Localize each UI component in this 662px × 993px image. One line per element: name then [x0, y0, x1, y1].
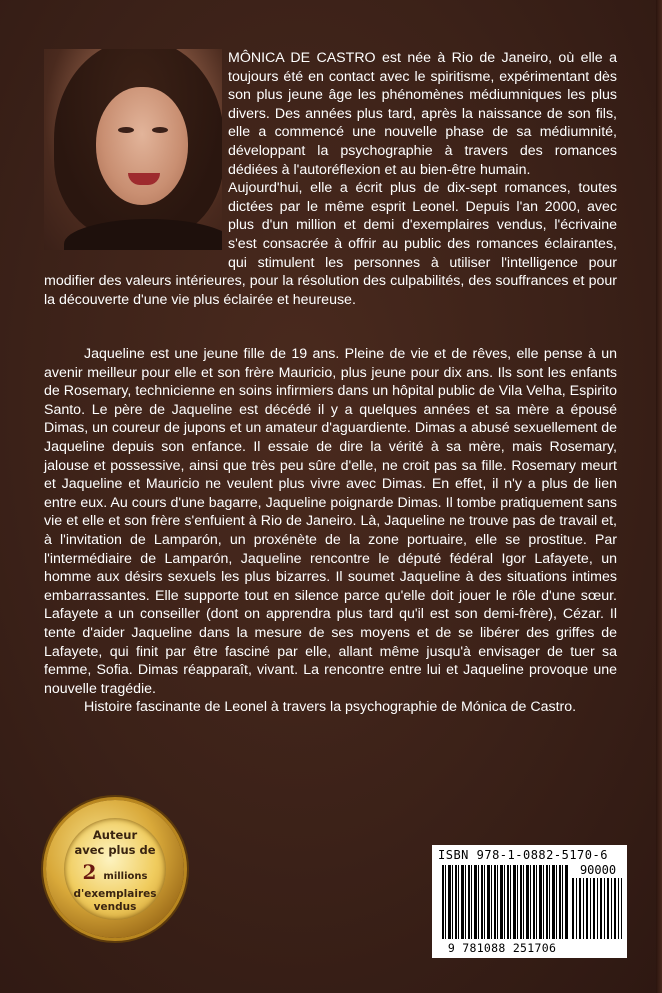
- seal-number-value: 2: [82, 860, 97, 884]
- spine-edge: [656, 0, 662, 993]
- addon-barcode-bars: [572, 878, 622, 939]
- ean-barcode-bars: [442, 865, 568, 939]
- seal-number-unit: millions: [103, 871, 148, 882]
- synopsis-paragraph-2: Histoire fascinante de Leonel à travers la psychographie de Mónica de Castro.: [84, 699, 577, 716]
- photo-spacer: [44, 49, 228, 261]
- seal-line-sold: vendus: [93, 901, 137, 913]
- synopsis-paragraph-1: Jaqueline est une jeune fille de 19 ans. Pleine de vie et de rêves, elle pense à un avenir meilleur pour elle et son frère Mauricio, plus jeune pour dix ans. Ils sont les enfants de Rosemary, technicienne en soins infirmiers dans un hôpital public de Vila Velha, Espirito Santo. Le père de Jaqueline est décédé il y a quelques années et sa mère a épousé Dimas, un coureur de jupons et un amateur d'aguardiente. Dimas a abusé sexuellement de Jaqueline depuis son enfance. Il essaie de dire la vérité à sa mère, mais Rosemary, jalouse et possessive, ainsi que très peu sûre d'elle, ne croit pas sa fille. Rosemary meurt et Jaqueline et Mauricio ne veulent plus vivre avec Dimas. En effet, il n'y a plus de lien entre eux. Au cours d'une bagarre, Jaqueline poignarde Dimas. Il tombe pratiquement sans vie et elle et son frère s'enfuient à Rio de Janeiro. Là, Jaqueline ne trouve pas de travail et, à l'invitation de Lamparón, un proxénète de la zone portuaire, elle se prostitue. Par l'intermédiaire de Lamparón, Jaqueline rencontre le député fédéral Igor Lafayete, un homme aux désirs sexuels les plus bizarres. Il soumet Jaqueline à des situations intimes embarrassantes. Elle supporte tout en silence parce qu'elle doit jouer le rôle d'une sœur. Lafayete a un conseiller (dont on apprendra plus tard qu'il est son demi-frère), Cézar. Il tente d'aider Jaqueline dans la mesure de ses moyens et de se libérer des griffes de Lafayete, qui finit par être fasciné par elle, allant même jusqu'à envisager de tuer sa femme, Sofia. Dimas réapparaît, vivant. La rencontre entre lui et Jaqueline provoque une nouvelle tragédie.: [44, 346, 617, 697]
- isbn-number: ISBN 978-1-0882-5170-6: [438, 848, 608, 862]
- seal-line-with-more: avec plus de: [74, 843, 156, 857]
- bio-paragraph-1: MÔNICA DE CASTRO est née à Rio de Janeiro, où elle a toujours été en contact avec le spiritisme, expérimentant dès son plus jeune âge les phénomènes médiumniques les plus divers. Des années plus tard, après la naissance de son fils, elle a commencé une nouvelle phase de sa médiumnité, développant la psychographie à travers des romances dédiées à l'autoréflexion et au bien-être humain.: [228, 50, 617, 178]
- sales-seal-badge: [46, 800, 184, 938]
- bio-paragraph-2: Aujourd'hui, elle a écrit plus de dix-sept romances, toutes dictées par le même esprit Leonel. Depuis l'an 2000, avec plus d'un million et demi d'exemplaires vendus, l'écrivaine s'est consacrée à offrir au public des romances éclairantes, qui stimulent les personnes à utiliser l'intelligence pour modifier des valeurs intérieures, pour la résolution des culpabilités, des souffrances et pour la découverte d'une vie plus éclairée et heureuse.: [44, 180, 617, 308]
- author-biography: [44, 49, 617, 309]
- seal-line-author: Auteur: [92, 828, 138, 842]
- book-synopsis: [44, 345, 617, 717]
- seal-number: [46, 860, 184, 884]
- price-addon-number: 90000: [579, 863, 617, 877]
- isbn-barcode: [432, 845, 627, 958]
- ean-number: 9 781088 251706: [434, 941, 570, 955]
- seal-line-copies: d'exemplaires: [73, 888, 157, 900]
